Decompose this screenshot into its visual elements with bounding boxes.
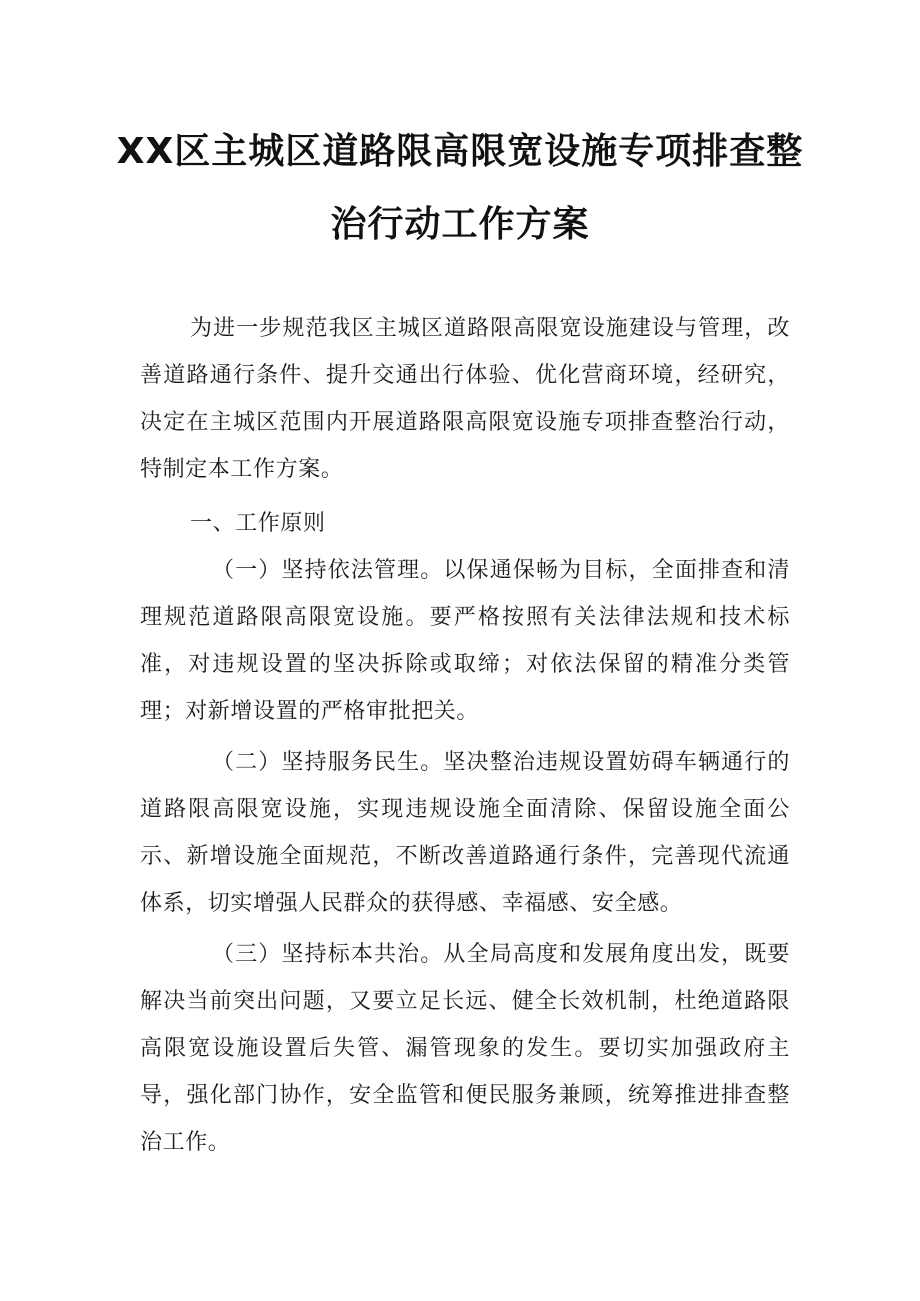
intro-paragraph: 为进一步规范我区主城区道路限高限宽设施建设与管理，改善道路通行条件、提升交通出行体验、优化营商环境，经研究，决定在主城区范围内开展道路限高限宽设施专项排查整治行动，特制定本工作方案。 xyxy=(140,316,790,482)
section-heading-work-principles: 一、工作原则 xyxy=(190,511,326,536)
principle-paragraph-2: （二）坚持服务民生。坚决整治违规设置妨碍车辆通行的道路限高限宽设施，实现违规设施全面清除、保留设施全面公示、新增设施全面规范，不断改善道路通行条件，完善现代流通体系，切实增强人民群众的获得感、幸福感、安全感。 xyxy=(140,750,790,916)
document-title-line-1: XX区主城区道路限高限宽设施专项排查整 xyxy=(116,131,804,172)
principle-paragraph-1: （一）坚持依法管理。以保通保畅为目标，全面排查和清理规范道路限高限宽设施。要严格按照有关法律法规和技术标准，对违规设置的坚决拆除或取缔；对依法保留的精准分类管理；对新增设置的严格审批把关。 xyxy=(140,558,790,724)
principle-paragraph-3: （三）坚持标本共治。从全局高度和发展角度出发，既要解决当前突出问题，又要立足长远、健全长效机制，杜绝道路限高限宽设施设置后失管、漏管现象的发生。要切实加强政府主导，强化部门协作，安全监管和便民服务兼顾，统筹推进排查整治工作。 xyxy=(140,942,790,1155)
document-title-line-2: 治行动工作方案 xyxy=(330,204,590,245)
